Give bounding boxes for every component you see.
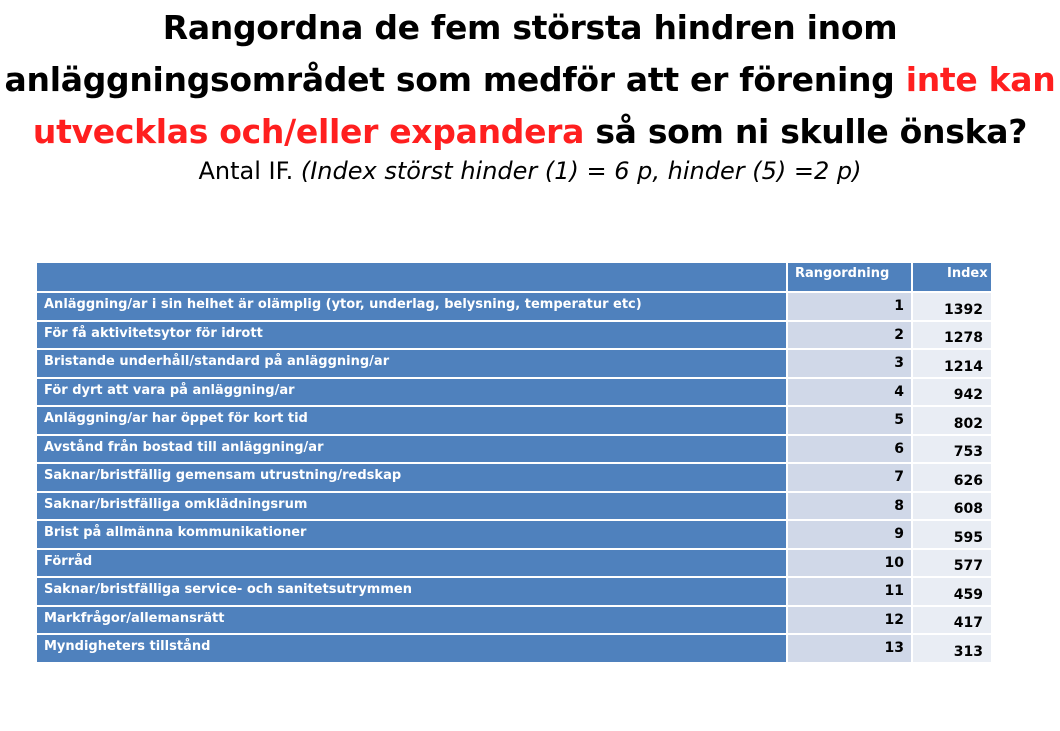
- table-body: [36, 292, 992, 663]
- table-row: [36, 463, 992, 492]
- row-label: Saknar/bristfällig gemensam utrustning/redskap: [36, 463, 787, 492]
- row-rank: 4: [787, 378, 912, 407]
- row-rank: 1: [787, 292, 912, 321]
- row-label: Brist på allmänna kommunikationer: [36, 520, 787, 549]
- row-index: 577: [912, 549, 992, 578]
- subtitle-italic: (Index störst hinder (1) = 6 p, hinder (5) =2 p): [300, 157, 862, 185]
- row-label: Bristande underhåll/standard på anläggning/ar: [36, 349, 787, 378]
- row-label: Anläggning/ar i sin helhet är olämplig (ytor, underlag, belysning, temperatur etc): [36, 292, 787, 321]
- title-part2: så som ni skulle önska?: [584, 112, 1028, 151]
- table-row: [36, 378, 992, 407]
- row-index: 1214: [912, 349, 992, 378]
- row-rank: 3: [787, 349, 912, 378]
- row-index: 417: [912, 606, 992, 635]
- table-row: [36, 520, 992, 549]
- table-row: [36, 577, 992, 606]
- table-row: [36, 606, 992, 635]
- column-header-index: Index: [912, 262, 992, 292]
- row-label: För få aktivitetsytor för idrott: [36, 321, 787, 350]
- row-index: 1392: [912, 292, 992, 321]
- row-rank: 2: [787, 321, 912, 350]
- row-index: 626: [912, 463, 992, 492]
- row-index: 313: [912, 634, 992, 663]
- page-title: [0, 2, 1060, 158]
- row-label: Markfrågor/allemansrätt: [36, 606, 787, 635]
- row-rank: 10: [787, 549, 912, 578]
- row-rank: 9: [787, 520, 912, 549]
- row-label: Saknar/bristfälliga omklädningsrum: [36, 492, 787, 521]
- row-index: 802: [912, 406, 992, 435]
- table-row: [36, 549, 992, 578]
- row-index: 608: [912, 492, 992, 521]
- table-row: [36, 492, 992, 521]
- row-index: 595: [912, 520, 992, 549]
- subtitle: [0, 153, 1060, 189]
- row-rank: 7: [787, 463, 912, 492]
- row-rank: 8: [787, 492, 912, 521]
- row-label: Saknar/bristfälliga service- och sanitetsutrymmen: [36, 577, 787, 606]
- table-row: [36, 349, 992, 378]
- column-header-rank: Rangordning: [787, 262, 912, 292]
- title-part1: Rangordna de fem största hindren inom anläggningsområdet som medför att er förening: [4, 8, 906, 99]
- row-label: Förråd: [36, 549, 787, 578]
- table-row: [36, 406, 992, 435]
- row-index: 459: [912, 577, 992, 606]
- row-index: 942: [912, 378, 992, 407]
- row-rank: 11: [787, 577, 912, 606]
- table-row: [36, 321, 992, 350]
- row-rank: 6: [787, 435, 912, 464]
- obstacles-table: [35, 261, 993, 664]
- table-header-row: [36, 262, 992, 292]
- subtitle-plain: Antal IF.: [198, 157, 301, 185]
- table-row: [36, 634, 992, 663]
- row-rank: 5: [787, 406, 912, 435]
- row-label: Anläggning/ar har öppet för kort tid: [36, 406, 787, 435]
- column-header-label: [36, 262, 787, 292]
- title-highlight: inte kan utvecklas och/eller expandera: [32, 60, 1056, 151]
- row-label: Avstånd från bostad till anläggning/ar: [36, 435, 787, 464]
- table-row: [36, 292, 992, 321]
- row-label: För dyrt att vara på anläggning/ar: [36, 378, 787, 407]
- row-rank: 13: [787, 634, 912, 663]
- table-row: [36, 435, 992, 464]
- row-index: 753: [912, 435, 992, 464]
- row-label: Myndigheters tillstånd: [36, 634, 787, 663]
- row-rank: 12: [787, 606, 912, 635]
- row-index: 1278: [912, 321, 992, 350]
